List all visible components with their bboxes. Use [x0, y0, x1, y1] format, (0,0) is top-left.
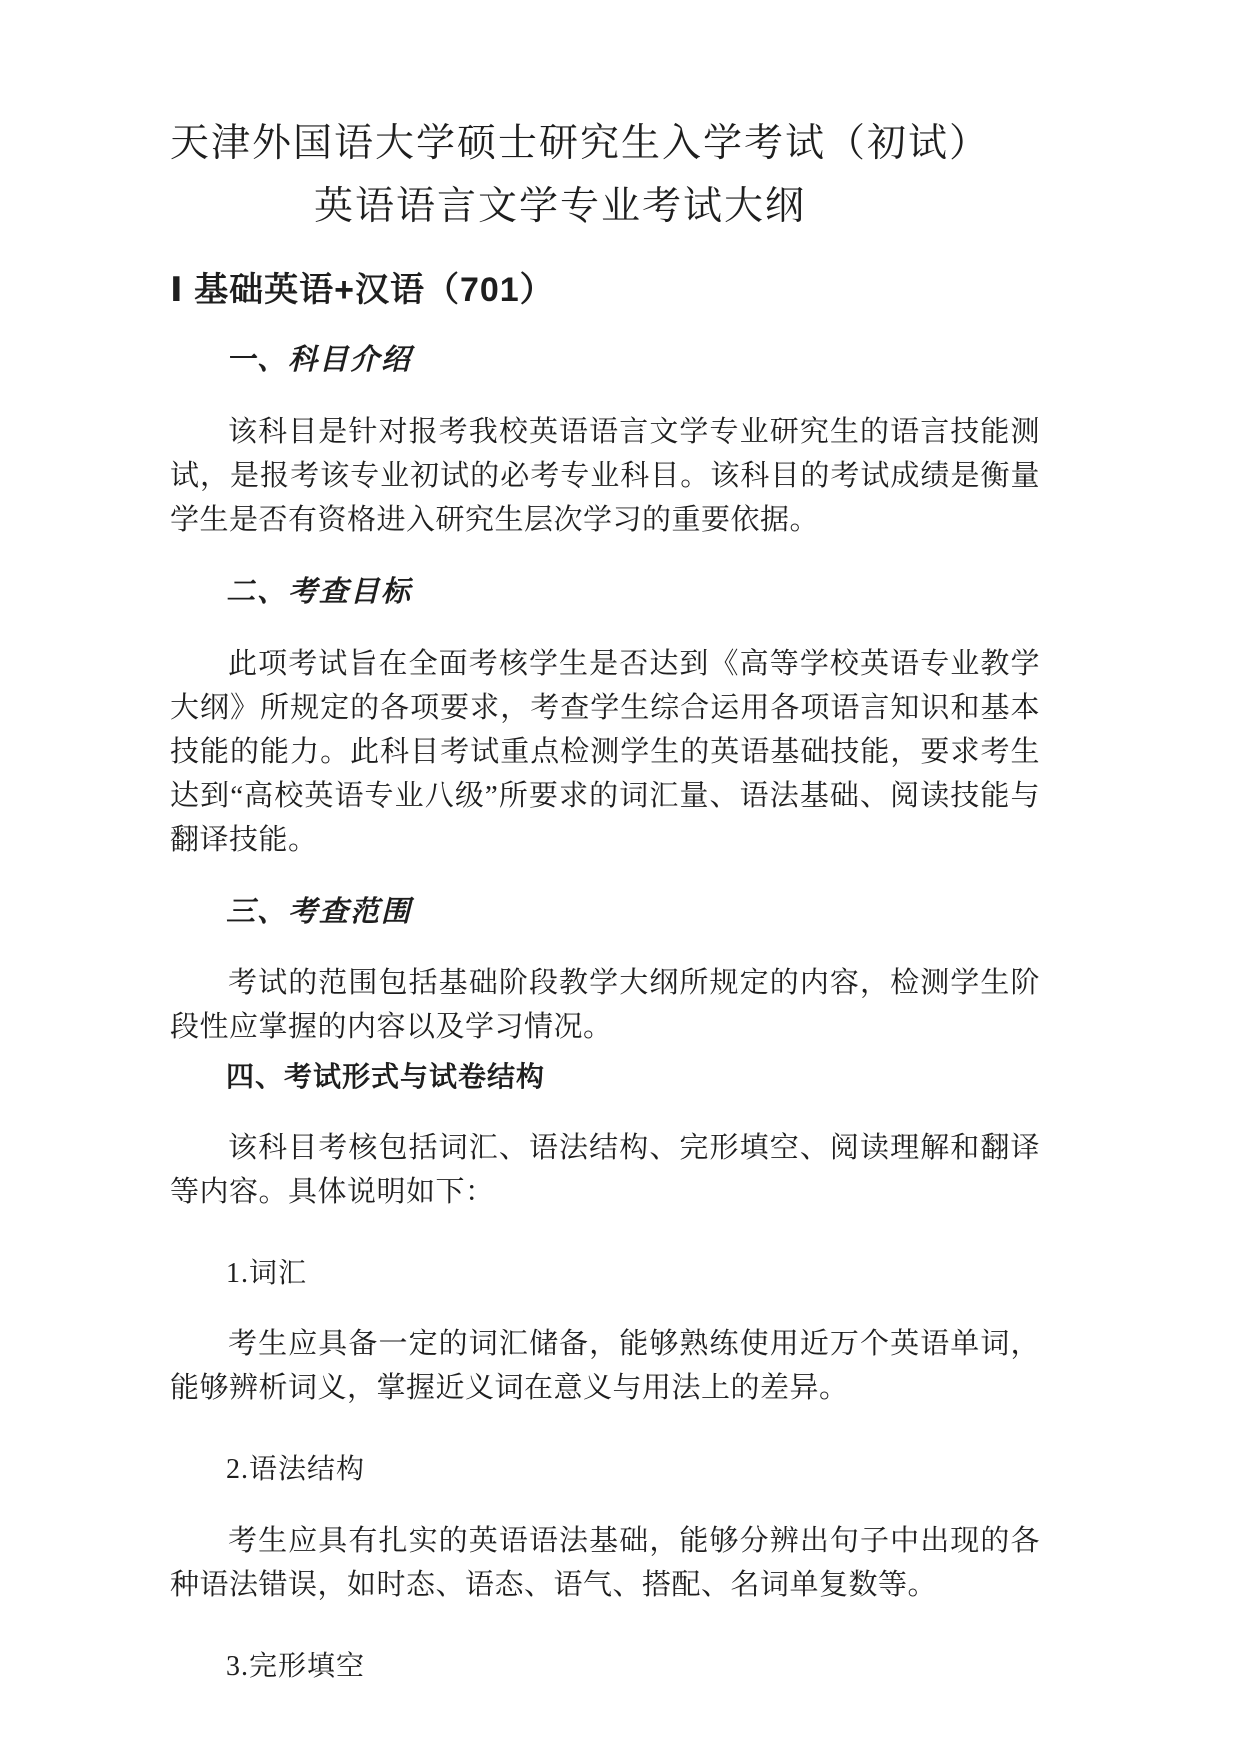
- section-body-4: 该科目考核包括词汇、语法结构、完形填空、阅读理解和翻译等内容。具体说明如下：: [170, 1131, 1040, 1208]
- doc-title-line2: 英语语言文学专业考试大纲: [313, 184, 806, 228]
- section-exam-goals: [170, 574, 1040, 862]
- item-body-2: 考生应具有扎实的英语语法基础，能够分辨出句子中出现的各种语法错误，如时态、语态、语气、搭配、名词单复数等。: [170, 1524, 1040, 1601]
- section-heading-2: 二、考查目标: [226, 575, 413, 608]
- item-label-2: 2.语法结构: [226, 1454, 366, 1486]
- section-heading-3: 三、考查范围: [226, 895, 413, 928]
- section-exam-scope: [170, 894, 1040, 1050]
- section-heading-1: 一、科目介绍: [226, 344, 413, 377]
- section-subject-intro: [170, 342, 1040, 542]
- section-body-3: 考试的范围包括基础阶段教学大纲所规定的内容，检测学生阶段性应掌握的内容以及学习情况。: [170, 967, 1040, 1044]
- section-exam-format: [170, 1059, 1040, 1213]
- item-label-3: 3.完形填空: [226, 1650, 366, 1682]
- item-cloze: [170, 1649, 1040, 1685]
- part-heading-701: Ⅰ 基础英语+汉语（701）: [170, 270, 555, 309]
- doc-title-line1: 天津外国语大学硕士研究生入学考试（初试）: [170, 122, 991, 165]
- item-grammar: [170, 1452, 1040, 1606]
- section-body-1: 该科目是针对报考我校英语语言文学专业研究生的语言技能测试，是报考该专业初试的必考专业科目。该科目的考试成绩是衡量学生是否有资格进入研究生层次学习的重要依据。: [170, 415, 1040, 536]
- section-heading-4: 四、考试形式与试卷结构: [226, 1061, 546, 1093]
- item-vocabulary: [170, 1256, 1040, 1410]
- item-label-1: 1.词汇: [226, 1257, 308, 1289]
- section-body-2: 此项考试旨在全面考核学生是否达到《高等学校英语专业教学大纲》所规定的各项要求，考查学生综合运用各项语言知识和基本技能的能力。此科目考试重点检测学生的英语基础技能，要求考生达到“高校英语专业八级”所要求的词汇量、语法基础、阅读技能与翻译技能。: [170, 647, 1040, 856]
- item-body-1: 考生应具备一定的词汇储备，能够熟练使用近万个英语单词，能够辨析词义，掌握近义词在意义与用法上的差异。: [170, 1328, 1040, 1405]
